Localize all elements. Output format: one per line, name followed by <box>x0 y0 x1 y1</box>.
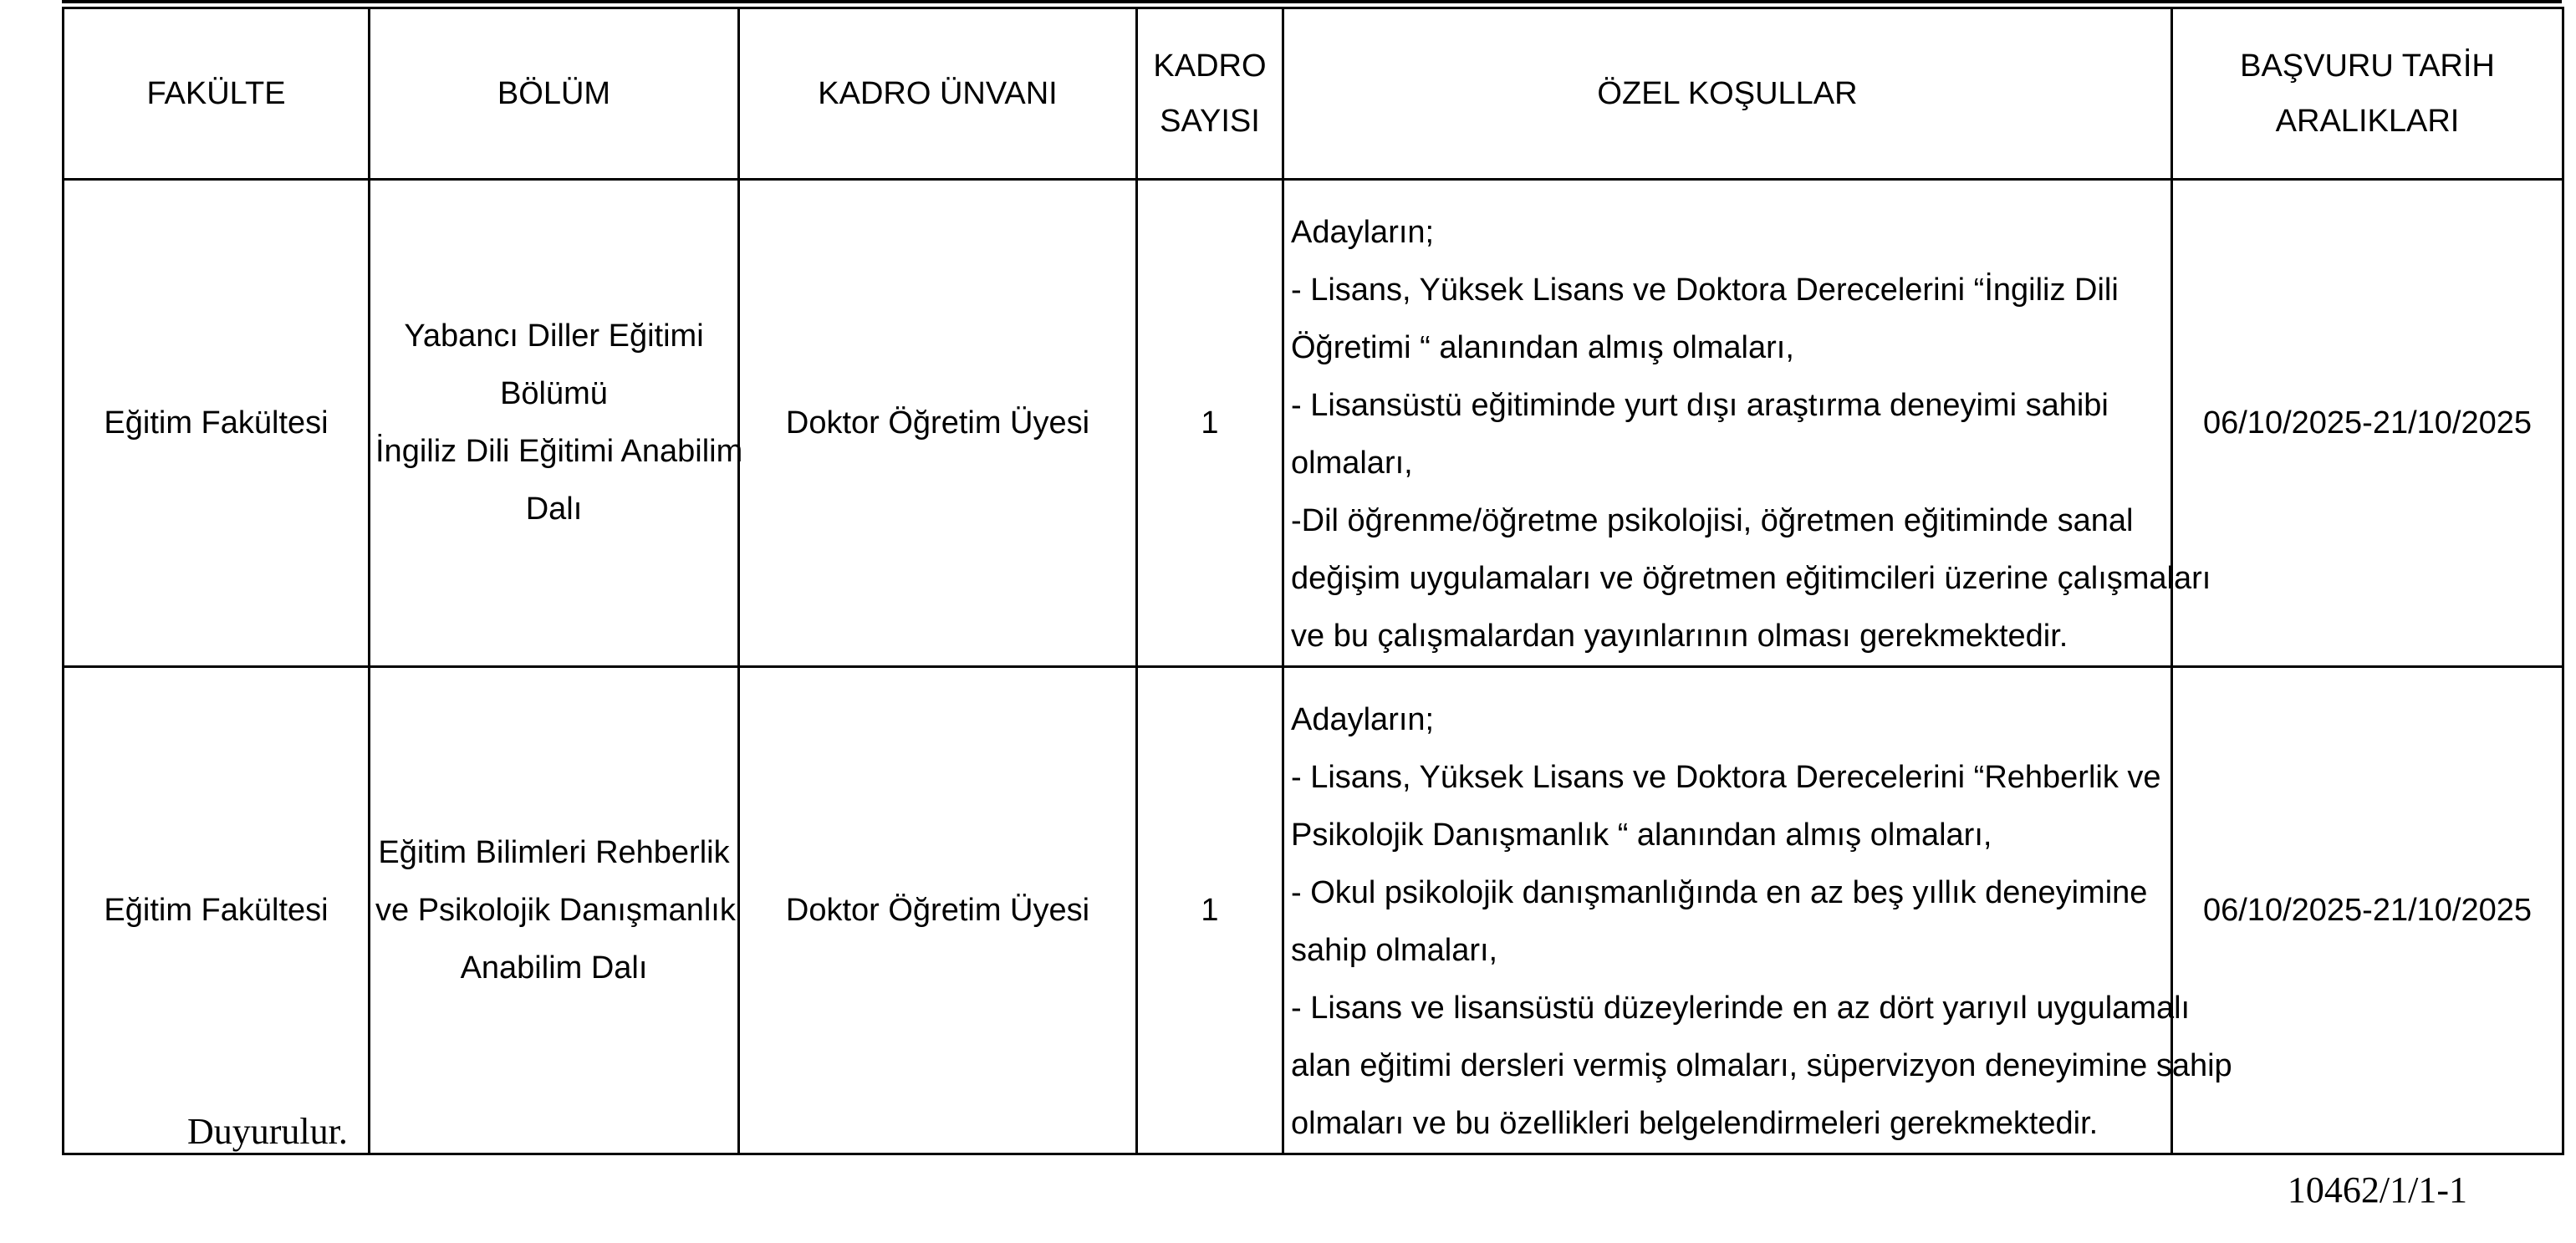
header-conditions: ÖZEL KOŞULLAR <box>1283 8 2172 180</box>
top-rule <box>62 0 2562 3</box>
condition-line: Adayların; <box>1291 215 1435 250</box>
condition-line: - Lisans, Yüksek Lisans ve Doktora Derecelerini “Rehberlik ve <box>1291 760 2161 795</box>
cell-faculty: Eğitim Fakültesi <box>64 180 370 667</box>
header-count-line: KADRO <box>1153 48 1267 84</box>
cell-title: Doktor Öğretim Üyesi <box>739 667 1137 1154</box>
cell-conditions <box>1283 667 2232 1154</box>
condition-line: -Dil öğrenme/öğretme psikolojisi, öğretmen eğitiminde sanal <box>1291 503 2134 538</box>
cell-count: 1 <box>1137 180 1283 667</box>
cell-dates: 06/10/2025-21/10/2025 <box>2172 667 2563 1154</box>
document-code: 10462/1/1-1 <box>2287 1169 2467 1210</box>
condition-line: - Lisans ve lisansüstü düzeylerinde en az dört yarıyıl uygulamalı <box>1291 991 2191 1026</box>
position-table <box>62 7 2564 1155</box>
cell-conditions <box>1283 180 2211 667</box>
condition-line: alan eğitimi dersleri vermiş olmaları, süpervizyon deneyimine sahip <box>1291 1048 2232 1083</box>
table-row <box>64 667 2563 1154</box>
department-line: ve Psikolojik Danışmanlık <box>375 892 736 928</box>
cell-department <box>370 667 739 1154</box>
cell-faculty: Eğitim Fakültesi <box>64 667 370 1154</box>
cell-department <box>370 180 743 667</box>
condition-line: Öğretimi “ alanından almış olmaları, <box>1291 330 1794 365</box>
condition-line: olmaları, <box>1291 446 1413 481</box>
condition-line: sahip olmaları, <box>1291 933 1498 968</box>
department-line: İngiliz Dili Eğitimi Anabilim <box>375 434 743 469</box>
cell-dates: 06/10/2025-21/10/2025 <box>2172 180 2563 667</box>
condition-line: Psikolojik Danışmanlık “ alanından almış olmaları, <box>1291 818 1992 853</box>
cell-count: 1 <box>1137 667 1283 1154</box>
condition-line: - Okul psikolojik danışmanlığında en az beş yıllık deneyimine <box>1291 875 2148 910</box>
header-title: KADRO ÜNVANI <box>739 8 1137 180</box>
department-line: Dalı <box>525 492 583 527</box>
header-department: BÖLÜM <box>370 8 739 180</box>
condition-line: - Lisans, Yüksek Lisans ve Doktora Derecelerini “İngiliz Dili <box>1291 273 2119 308</box>
header-dates-line: ARALIKLARI <box>2275 104 2460 139</box>
condition-line: - Lisansüstü eğitiminde yurt dışı araştırma deneyimi sahibi <box>1291 388 2109 423</box>
department-line: Bölümü <box>500 376 608 411</box>
announcement-text: Duyurulur. <box>187 1111 348 1152</box>
header-dates <box>2172 8 2563 180</box>
cell-title: Doktor Öğretim Üyesi <box>739 180 1137 667</box>
condition-line: olmaları ve bu özellikleri belgelendirmeleri gerekmektedir. <box>1291 1106 2099 1141</box>
department-line: Eğitim Bilimleri Rehberlik <box>378 834 730 870</box>
header-row <box>64 8 2563 180</box>
condition-line: ve bu çalışmalardan yayınlarının olması gerekmektedir. <box>1291 619 2068 654</box>
table-row <box>64 180 2563 667</box>
department-line: Yabancı Diller Eğitimi <box>404 318 704 354</box>
condition-line: Adayların; <box>1291 702 1435 737</box>
header-dates-line: BAŞVURU TARİH <box>2240 48 2495 84</box>
header-faculty: FAKÜLTE <box>64 8 370 180</box>
header-count-line: SAYISI <box>1160 104 1260 139</box>
department-line: Anabilim Dalı <box>460 950 648 986</box>
header-count <box>1137 8 1283 180</box>
condition-line: değişim uygulamaları ve öğretmen eğitimcileri üzerine çalışmaları <box>1291 561 2211 596</box>
